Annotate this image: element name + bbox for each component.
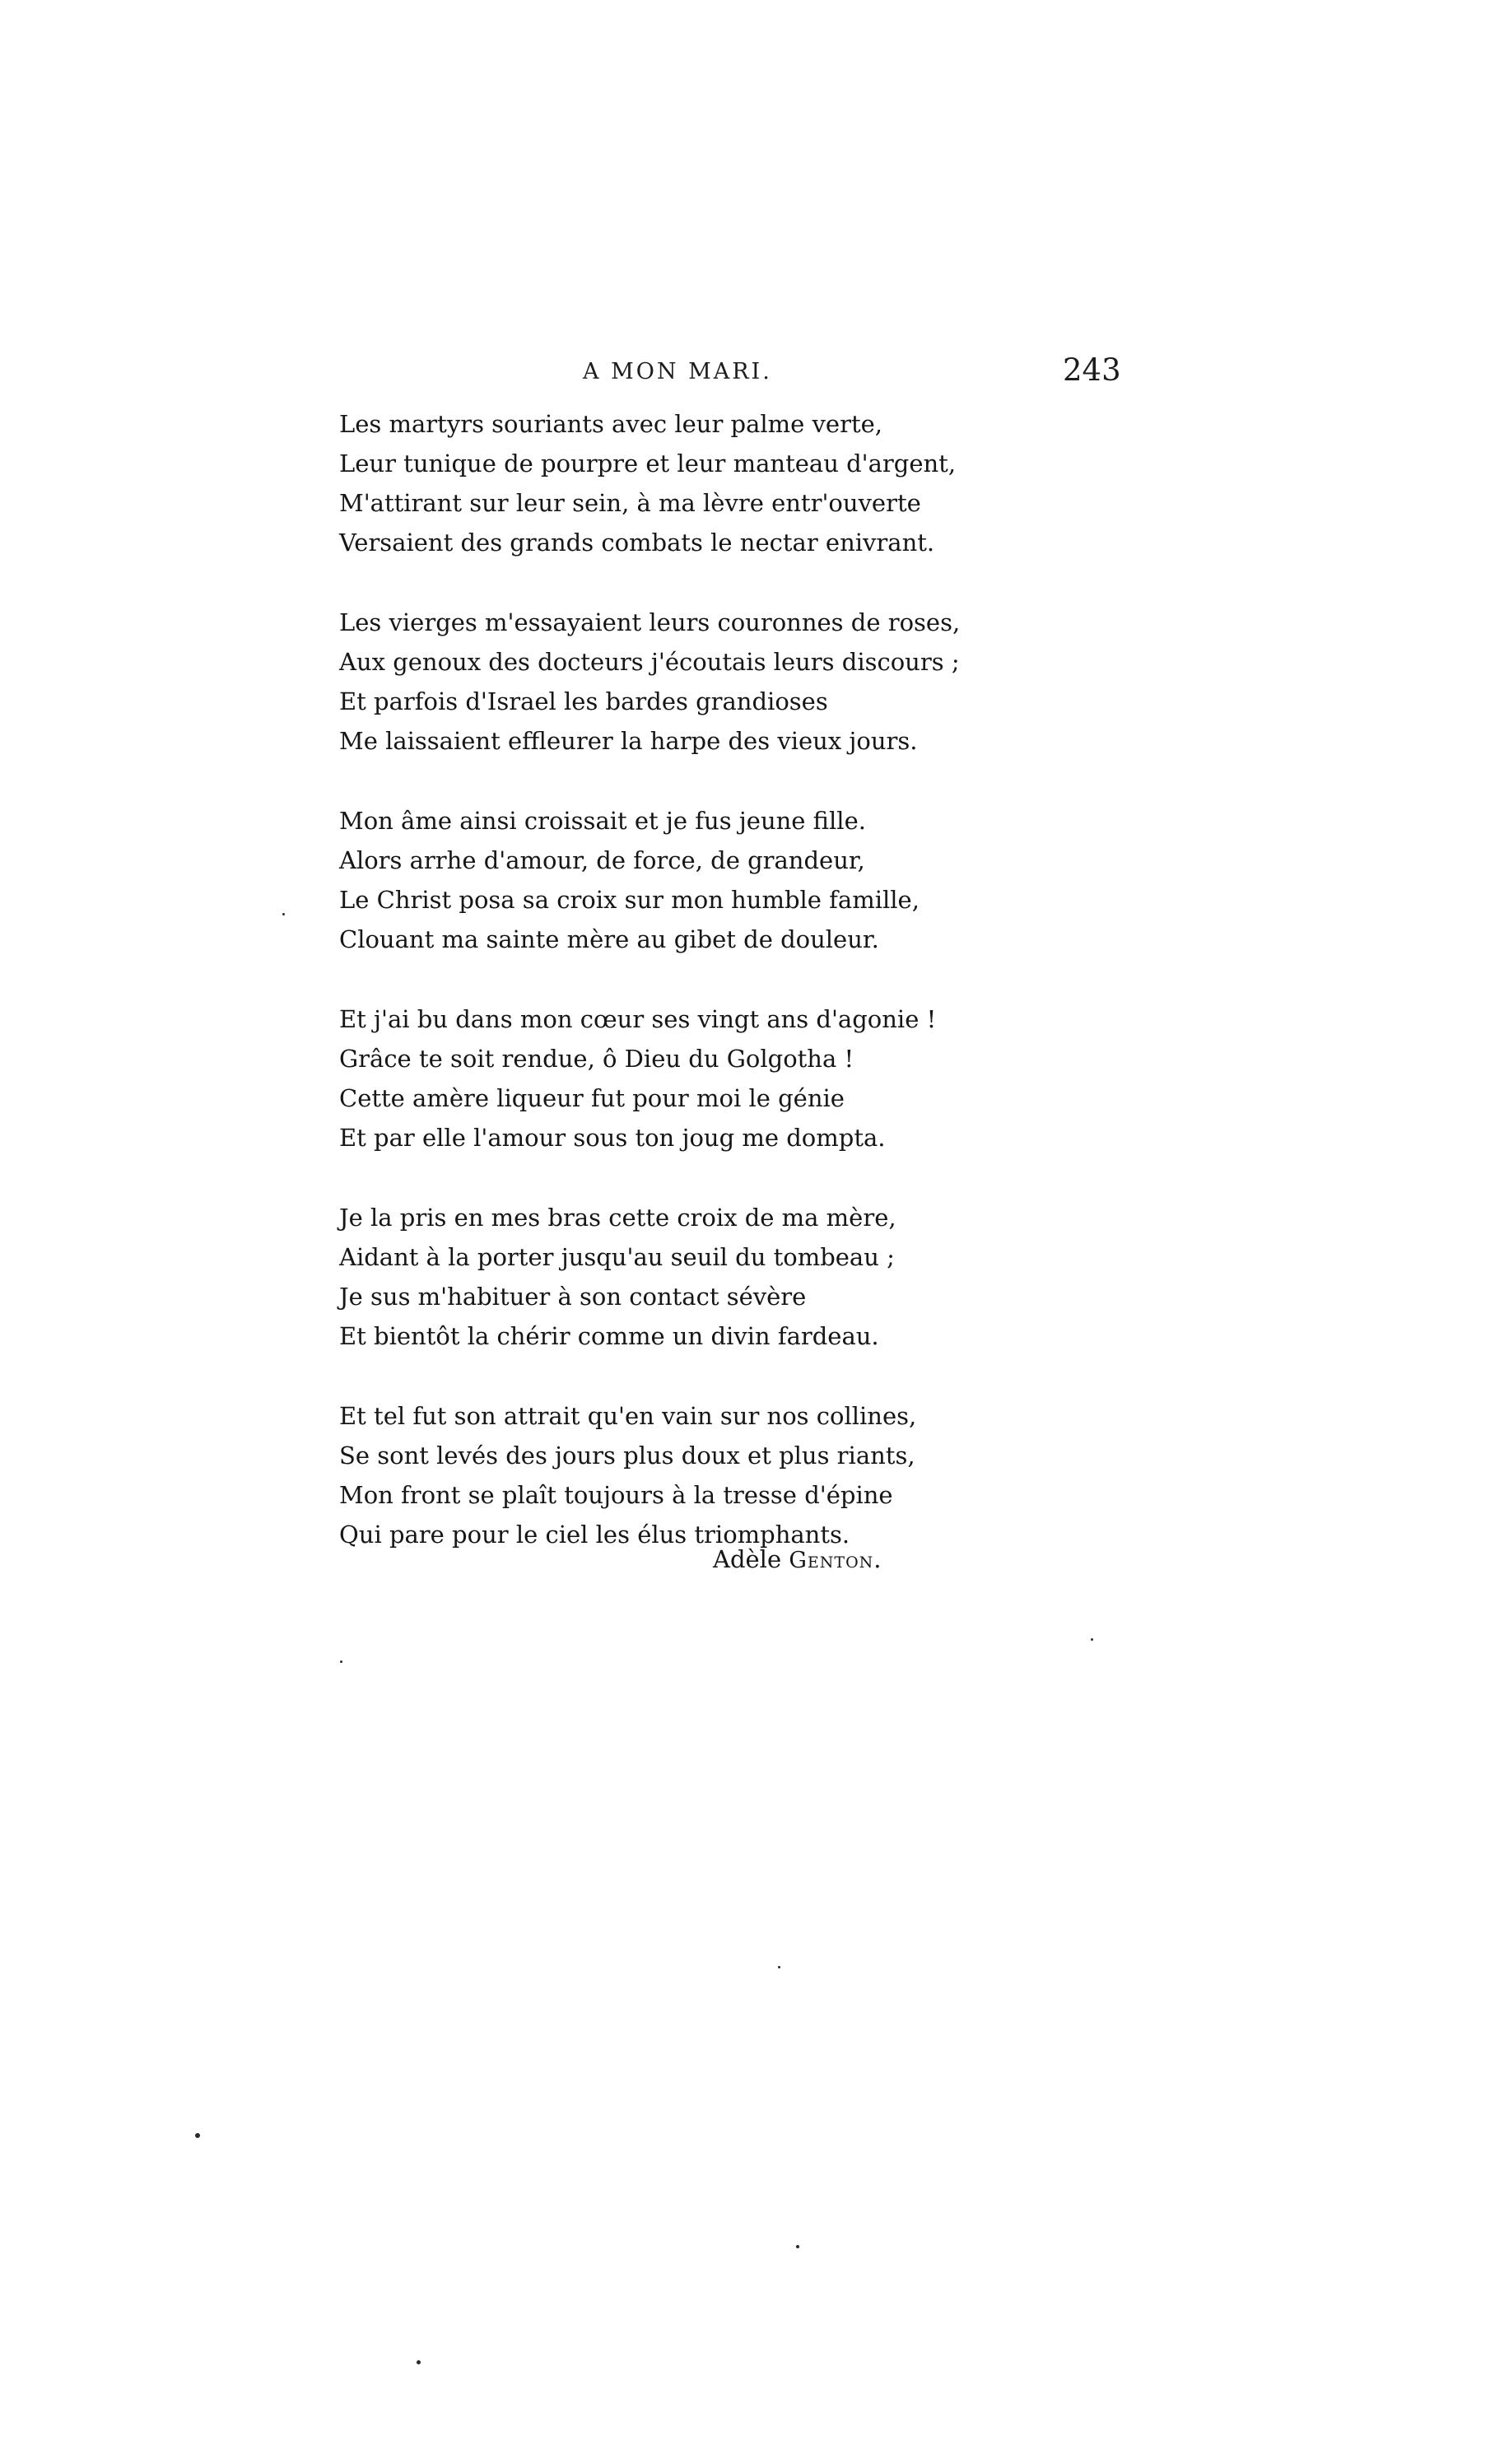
poem-line: Qui pare pour le ciel les élus triomphants. xyxy=(339,1521,850,1549)
poem-line: Et par elle l'amour sous ton joug me dompta. xyxy=(339,1124,886,1152)
poem-line: Et j'ai bu dans mon cœur ses vingt ans d'agonie ! xyxy=(339,1005,937,1033)
signature-period: . xyxy=(873,1545,882,1573)
poem-line: Versaient des grands combats le nectar enivrant. xyxy=(339,529,935,557)
stanza-2 xyxy=(339,603,1162,761)
running-title: A MON MARI. xyxy=(583,359,772,384)
poem-line: Me laissaient effleurer la harpe des vieux jours. xyxy=(339,727,918,755)
stanza-6 xyxy=(339,1396,1162,1554)
poem-line: Les vierges m'essayaient leurs couronnes de roses, xyxy=(339,608,961,636)
scan-speck xyxy=(1091,1638,1093,1641)
scan-speck xyxy=(796,2245,799,2248)
poem-line: Je la pris en mes bras cette croix de ma mère, xyxy=(339,1204,896,1232)
poem-line: Je sus m'habituer à son contact sévère xyxy=(339,1283,807,1311)
poem-line: Grâce te soit rendue, ô Dieu du Golgotha ! xyxy=(339,1045,854,1073)
poem-line: Le Christ posa sa croix sur mon humble famille, xyxy=(339,886,920,914)
poem-line: Aidant à la porter jusqu'au seuil du tombeau ; xyxy=(339,1243,895,1271)
poem-line: Les martyrs souriants avec leur palme verte, xyxy=(339,410,882,438)
scan-speck xyxy=(778,1966,780,1968)
poem-line: Aux genoux des docteurs j'écoutais leurs discours ; xyxy=(339,648,960,676)
stanza-3 xyxy=(339,801,1162,959)
poem-line: Leur tunique de pourpre et leur manteau d'argent, xyxy=(339,449,957,477)
author-signature xyxy=(713,1545,881,1573)
scan-speck xyxy=(340,1661,342,1663)
poem-line: Se sont levés des jours plus doux et plus riants, xyxy=(339,1442,915,1470)
poem-line: Alors arrhe d'amour, de force, de grandeur, xyxy=(339,846,865,874)
author-first-name: Adèle xyxy=(713,1545,782,1573)
poem-line: Mon âme ainsi croissait et je fus jeune fille. xyxy=(339,807,866,835)
poem-line: Et tel fut son attrait qu'en vain sur nos collines, xyxy=(339,1402,917,1430)
poem-line: Cette amère liqueur fut pour moi le génie xyxy=(339,1084,845,1112)
stanza-4 xyxy=(339,999,1162,1157)
poem-line: M'attirant sur leur sein, à ma lèvre entr'ouverte xyxy=(339,489,921,517)
poem-line: Et bientôt la chérir comme un divin fardeau. xyxy=(339,1322,879,1350)
scan-speck xyxy=(195,2133,200,2138)
poem-line: Mon front se plaît toujours à la tresse d'épine xyxy=(339,1481,893,1509)
scan-speck xyxy=(417,2360,421,2364)
author-surname: Genton xyxy=(789,1548,874,1573)
poem xyxy=(339,404,1162,1595)
stanza-1 xyxy=(339,404,1162,562)
scan-speck xyxy=(282,913,285,915)
stanza-5 xyxy=(339,1198,1162,1356)
poem-line: Et parfois d'Israel les bardes grandioses xyxy=(339,687,828,715)
poem-line: Clouant ma sainte mère au gibet de douleur. xyxy=(339,925,879,953)
page-number: 243 xyxy=(1063,352,1121,388)
